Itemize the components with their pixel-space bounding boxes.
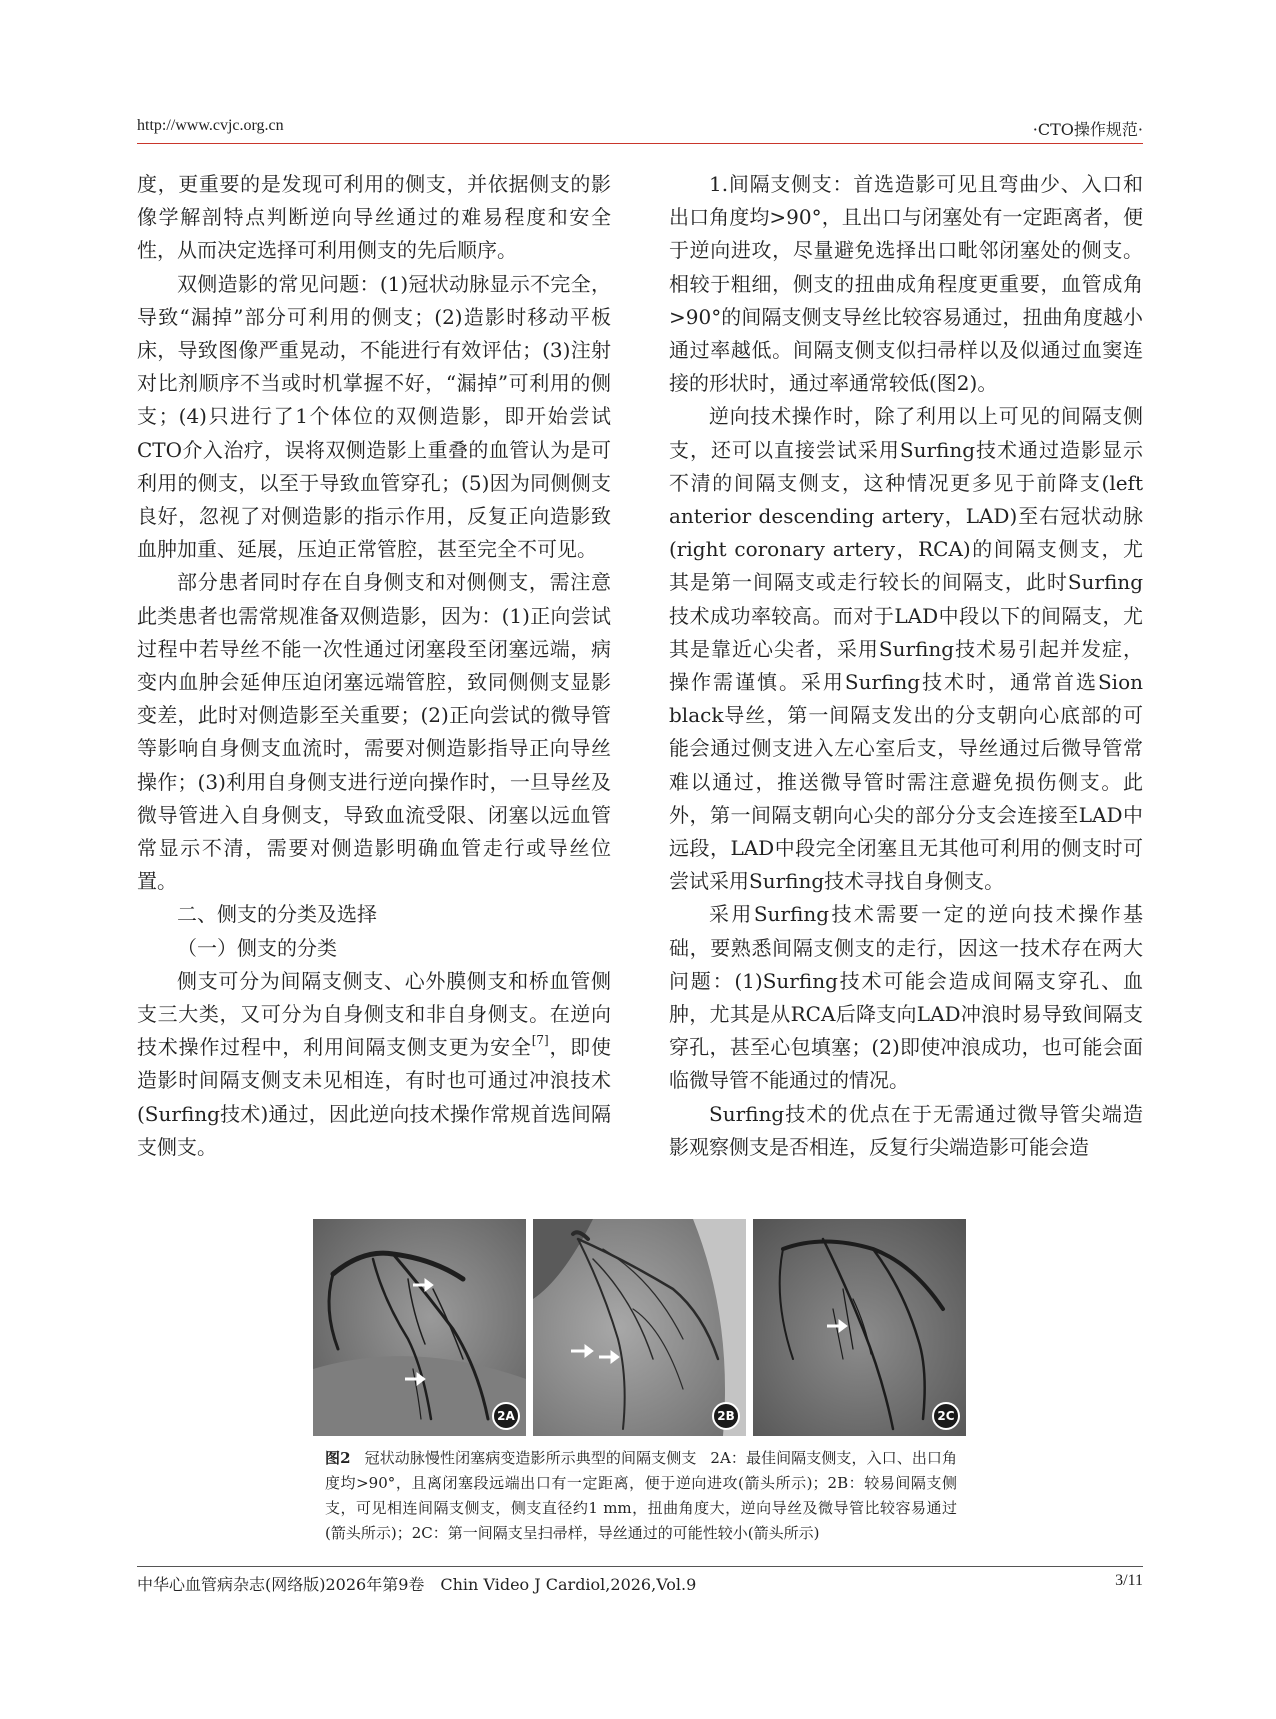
paragraph-text: ，即使造影时间隔支侧支未见相连，有时也可通过冲浪技术(Surfing技术)通过，因此逆向技术操作常规首选间隔支侧支。 (137, 1035, 612, 1159)
right-column (669, 168, 1143, 1164)
paragraph: 1.间隔支侧支：首选造影可见且弯曲少、入口和出口角度均>90°，且出口与闭塞处有一定距离者，便于逆向进攻，尽量避免选择出口毗邻闭塞处的侧支。相较于粗细，侧支的扭曲成角程度更重要，血管成角>90°的间隔支侧支导丝比较容易通过，扭曲角度越小通过率越低。间隔支侧支似扫帚样以及似通过血窦连接的形状时，通过率通常较低(图2)。 (669, 172, 1143, 396)
citation-ref[interactable]: [7] (531, 1033, 549, 1048)
left-column (137, 168, 611, 1164)
figure-caption (325, 1446, 957, 1546)
journal-citation: 中华心血管病杂志(网络版)2026年第9卷 Chin Video J Cardiol,2026,Vol.9 (137, 1575, 697, 1594)
paragraph: 采用Surfing技术需要一定的逆向技术操作基础，要熟悉间隔支侧支的走行，因这一技术存在两大问题：(1)Surfing技术可能会造成间隔支穿孔、血肿，尤其是从RCA后降支向LAD冲浪时易导致间隔支穿孔，甚至心包填塞；(2)即使冲浪成功，也可能会面临微导管不能通过的情况。 (669, 902, 1143, 1093)
figure-title: 冠状动脉慢性闭塞病变造影所示典型的间隔支侧支 (364, 1449, 697, 1467)
angiogram-panel-2a (313, 1219, 526, 1436)
figure-caption-text: 2A：最佳间隔支侧支，入口、出口角度均>90°，且离闭塞段远端出口有一定距离，便于逆向进攻(箭头所示)；2B：较易间隔支侧支，可见相连间隔支侧支，侧支直径约1 mm，扭曲角度大，逆向导丝及微导管比较容易通过(箭头所示)；2C：第一间隔支呈扫帚样，导丝通过的可能性较小(箭头所示) (325, 1449, 957, 1542)
header-rule (137, 143, 1143, 144)
figure-label: 图2 (325, 1449, 351, 1467)
angiogram-image (313, 1219, 526, 1436)
paragraph-text: 侧支可分为间隔支侧支、心外膜侧支和桥血管侧支三大类，又可分为自身侧支和非自身侧支。在逆向技术操作过程中，利用间隔支侧支更为安全 (137, 968, 611, 1060)
paragraph: 逆向技术操作时，除了利用以上可见的间隔支侧支，还可以直接尝试采用Surfing技术通过造影显示不清的间隔支侧支，这种情况更多见于前降支(left anterior descending artery，LAD)至右冠状动脉(right coronary artery，RCA)的间隔支侧支，尤其是第一间隔支或走行较长的间隔支，此时Surfing技术成功率较高。而对于LAD中段以下的间隔支，尤其是靠近心尖者，采用Surfing技术易引起并发症，操作需谨慎。采用Surfing技术时，通常首选Sion black导丝，第一间隔支发出的分支朝向心底部的可能会通过侧支进入左心室后支，导丝通过后微导管常难以通过，推送微导管时需注意避免损伤侧支。此外，第一间隔支朝向心尖的部分分支会连接至LAD中远段，LAD中段完全闭塞且无其他可利用的侧支时可尝试采用Surfing技术寻找自身侧支。 (669, 404, 1143, 894)
section-title: ·CTO操作规范· (1032, 120, 1143, 139)
page-footer (137, 1572, 1143, 1598)
figure-2 (313, 1219, 967, 1436)
angiogram-image (533, 1219, 746, 1436)
angiogram-image (753, 1219, 966, 1436)
panel-label: 2A (492, 1402, 520, 1430)
angiogram-panel-2c (753, 1219, 966, 1436)
section-heading: 二、侧支的分类及选择 (177, 902, 377, 927)
paragraph: Surfing技术的优点在于无需通过微导管尖端造影观察侧支是否相连，反复行尖端造影可能会造 (669, 1101, 1143, 1159)
panel-label: 2C (932, 1402, 960, 1430)
footer-rule (137, 1566, 1143, 1567)
journal-url[interactable]: http://www.cvjc.org.cn (137, 117, 284, 134)
paragraph (137, 965, 611, 1164)
section-heading: （一）侧支的分类 (177, 935, 337, 960)
panel-label: 2B (712, 1402, 740, 1430)
paragraph: 部分患者同时存在自身侧支和对侧侧支，需注意此类患者也需常规准备双侧造影，因为：(1)正向尝试过程中若导丝不能一次性通过闭塞段至闭塞远端，病变内血肿会延伸压迫闭塞远端管腔，致同侧侧支显影变差，此时对侧造影至关重要；(2)正向尝试的微导管等影响自身侧支血流时，需要对侧造影指导正向导丝操作；(3)利用自身侧支进行逆向操作时，一旦导丝及微导管进入自身侧支，导致血流受限、闭塞以远血管常显示不清，需要对侧造影明确血管走行或导丝位置。 (137, 570, 611, 894)
page-number: 3/11 (1115, 1572, 1143, 1589)
paragraph: 双侧造影的常见问题：(1)冠状动脉显示不完全，导致“漏掉”部分可利用的侧支；(2)造影时移动平板床，导致图像严重晃动，不能进行有效评估；(3)注射对比剂顺序不当或时机掌握不好，“漏掉”可利用的侧支；(4)只进行了1个体位的双侧造影，即开始尝试CTO介入治疗，误将双侧造影上重叠的血管认为是可利用的侧支，以至于导致血管穿孔；(5)因为同侧侧支良好，忽视了对侧造影的指示作用，反复正向造影致血肿加重、延展，压迫正常管腔，甚至完全不可见。 (137, 271, 611, 562)
page-header (137, 113, 1143, 143)
paragraph: 度，更重要的是发现可利用的侧支，并依据侧支的影像学解剖特点判断逆向导丝通过的难易程度和安全性，从而决定选择可利用侧支的先后顺序。 (137, 172, 611, 263)
angiogram-panel-2b (533, 1219, 746, 1436)
